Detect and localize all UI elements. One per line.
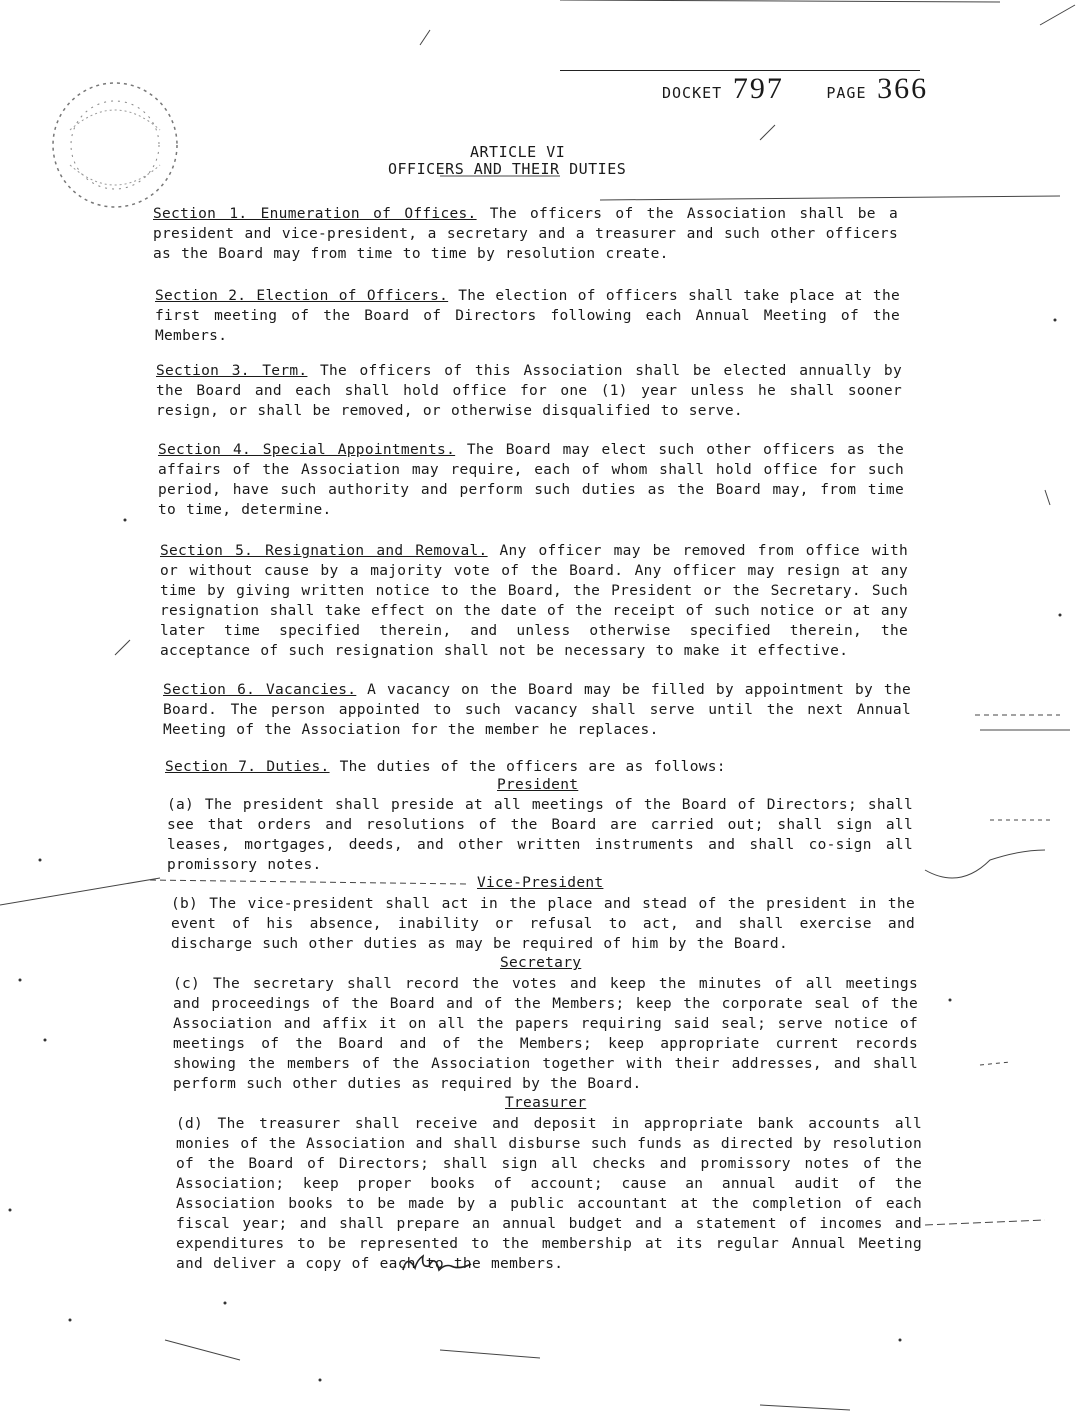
section-heading: Section 1. Enumeration of Offices. [153,206,477,222]
section-heading: Section 7. Duties. [165,759,330,775]
section-2 [155,286,900,346]
page-label: PAGE [826,84,867,102]
duty-secretary: (c) The secretary shall record the votes and keep the minutes of all meetings and proceedings of the Board and of the Members; keep the corporate seal of the Association and affix it on all the papers requiring said seal; serve notice of meetings of the Board and of the Members; keep appropriate current records showing the members of the Association together with their addresses, and shall perform such other duties as required by the Board. [173,976,918,1092]
section-body: The officers of this Association shall be elected annually by the Board and each shall hold office for one (1) year unless he shall sooner resign, or shall be removed, or otherwise disqualified to serve. [156,363,902,419]
section-6 [163,680,911,740]
duty-treasurer: (d) The treasurer shall receive and deposit in appropriate bank accounts all monies of the Association and shall disburse such funds as directed by resolution of the Board of Directors; shall sign all checks and promissory notes of the Association; keep proper books of account; cause an annual audit of the Association books to be made by a public accountant at the completion of each fiscal year; and shall prepare an annual budget and a statement of incomes and expenditures to be represented to the membership at its regular Annual Meeting and deliver a copy of each to the members. [176,1116,922,1272]
duty-heading-president: President [497,777,579,793]
section-7 [165,757,913,777]
duty-heading-vice-president: Vice-President [477,875,604,891]
article-subtitle: OFFICERS AND THEIR DUTIES [388,160,627,178]
section-body: Any officer may be removed from office with or without cause by a majority vote of the Board. Any officer may resign at any time by giving written notice to the Board, the President or the Secretary. Such resignation shall take effect on the date of the receipt of such notice or at any later time specified therein, and unless otherwise specified therein, the acceptance of such resignation shall not be necessary to make it effective. [160,543,909,659]
section-4 [158,440,904,520]
duty-heading-secretary: Secretary [500,955,582,971]
section-heading: Section 6. Vacancies. [163,682,357,698]
section-1 [153,204,898,264]
duty-vice-president: (b) The vice-president shall act in the place and stead of the president in the event of his absence, inability or refusal to act, and shall exercise and discharge such other duties as may be required of him by the Board. [171,896,915,952]
docket-page-stamp [662,72,928,106]
recording-seal-stamp [40,70,190,220]
section-heading: Section 2. Election of Officers. [155,288,449,304]
docket-number: 797 [732,72,784,105]
section-heading: Section 3. Term. [156,363,308,379]
section-body: The Board may elect such other officers as the affairs of the Association may require, each of whom shall hold office for such period, have such authority and perform such duties as the Board may, from time to time, determine. [158,442,905,518]
section-3 [156,361,902,421]
handwritten-initials [395,1248,475,1278]
duty-heading-treasurer: Treasurer [505,1095,587,1111]
section-5 [160,541,908,661]
docket-label: DOCKET [662,84,723,102]
section-body: A vacancy on the Board may be filled by appointment by the Board. The person appointed to such vacancy shall serve until the next Annual Meeting of the Association for the member he replaces. [163,682,912,738]
section-body: The officers of the Association shall be a president and vice-president, a secretary and a treasurer and such other officers as the Board may from time to time by resolution create. [153,206,899,262]
page-number: 366 [877,72,929,105]
section-body: The duties of the officers are as follows: [339,759,726,775]
section-heading: Section 4. Special Appointments. [158,442,456,458]
article-title: ARTICLE VI [470,143,566,161]
section-heading: Section 5. Resignation and Removal. [160,543,488,559]
section-body: The election of officers shall take place at the first meeting of the Board of Directors following each Annual Meeting of the Members. [155,288,901,344]
header-rule [560,70,920,71]
duty-president: (a) The president shall preside at all meetings of the Board of Directors; shall see that orders and resolutions of the Board are carried out; shall sign all leases, mortgages, deeds, and other written instruments and shall co-sign all promissory notes. [167,797,913,873]
